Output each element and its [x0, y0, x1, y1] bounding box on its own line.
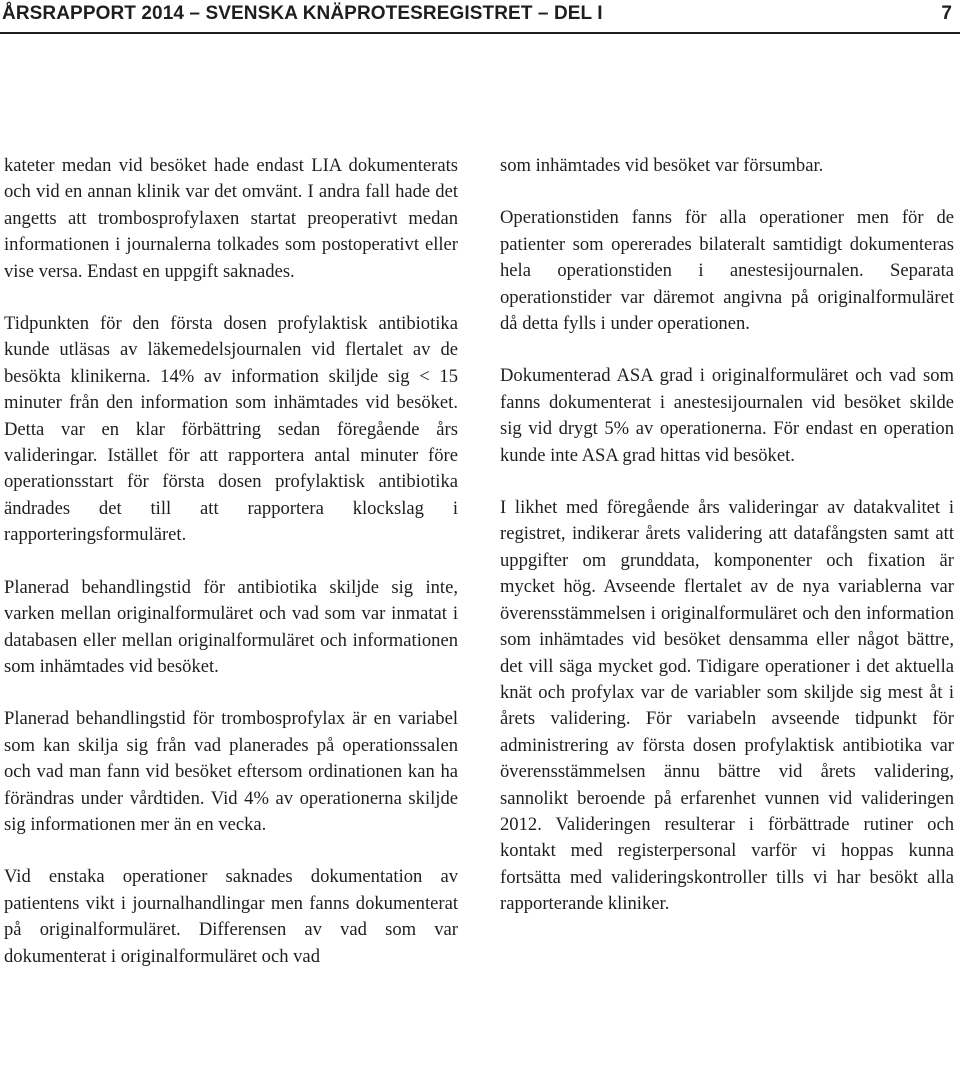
report-title: ÅRSRAPPORT 2014 – SVENSKA KNÄPROTESREGISTRET – DEL I	[2, 3, 603, 24]
paragraph: I likhet med föregående års valideringar av datakvalitet i registret, indikerar årets validering att datafångsten samt att uppgifter om grunddata, komponenter och fixation är mycket hög. Avseende flertalet av de nya variablerna var överensstämmelsen i originalformuläret och den information som inhämtades vid besöket densamma eller något bättre, det vill säga mycket god. Tidigare operationer i det aktuella knät och profylax var de variabler som skiljde sig mest åt i årets validering. För variabeln avseende tidpunkt för administrering av första dosen profylaktisk antibiotika var överensstämmelsen ännu bättre vid årets validering, sannolikt beroende på erfarenhet vunnen vid valideringen 2012. Valideringen resulterar i förbättrade rutiner och kontakt med registerpersonal varför vi hoppas kunna fortsätta med valideringskontroller tills vi har besökt alla rapporterande kliniker.	[500, 497, 954, 915]
paragraph: Dokumenterad ASA grad i originalformuläret och vad som fanns dokumenterat i anestesijournalen vid besöket skilde sig vid drygt 5% av operationerna. För endast en operation kunde inte ASA grad hittas vid besöket.	[500, 365, 954, 466]
paragraph: Vid enstaka operationer saknades dokumentation av patientens vikt i journalhandlingar men fanns dokumenterat på originalformuläret. Differensen av vad som var dokumenterat i originalformuläret och vad	[4, 866, 458, 967]
running-header	[0, 0, 960, 34]
paragraph: Operationstiden fanns för alla operationer men för de patienter som opererades bilateralt samtidigt dokumenteras hela operationstiden i anestesijournalen. Separata operationstider var däremot angivna på originalformuläret då detta fylls i under operationen.	[500, 207, 954, 335]
paragraph: Planerad behandlingstid för antibiotika skiljde sig inte, varken mellan originalformuläret och vad som var inmatat i databasen eller mellan originalformuläret och informationen som inhämtades vid besöket.	[4, 576, 458, 677]
paragraph: kateter medan vid besöket hade endast LIA dokumenterats och vid en annan klinik var det omvänt. I andra fall hade det angetts att trombosprofylaxen startat preoperativt medan informationen i journalerna tolkades som postoperativt eller vise versa. Endast en uppgift saknades.	[4, 155, 458, 282]
paragraph: Planerad behandlingstid för trombosprofylax är en variabel som kan skilja sig från vad planerades på operationssalen och vad man fann vid besöket eftersom ordinationen kan ha förändras under vårdtiden. Vid 4% av operationerna skiljde sig informationen mer än en vecka.	[4, 708, 458, 835]
paragraph: Tidpunkten för den första dosen profylaktisk antibiotika kunde utläsas av läkemedelsjournalen vid flertalet av de besökta klinikerna. 14% av information skiljde sig < 15 minuter från den information som inhämtades vid besöket. Detta var en klar förbättring sedan föregående års valideringar. Istället för att rapportera antal minuter före operationsstart för första dosen profylaktisk antibiotika ändrades det till att rapportera klockslag i rapporteringsformuläret.	[4, 313, 458, 546]
page-number: 7	[941, 3, 952, 24]
right-column	[500, 153, 954, 918]
paragraph: som inhämtades vid besöket var försumbar.	[500, 155, 824, 176]
left-column	[4, 153, 458, 970]
